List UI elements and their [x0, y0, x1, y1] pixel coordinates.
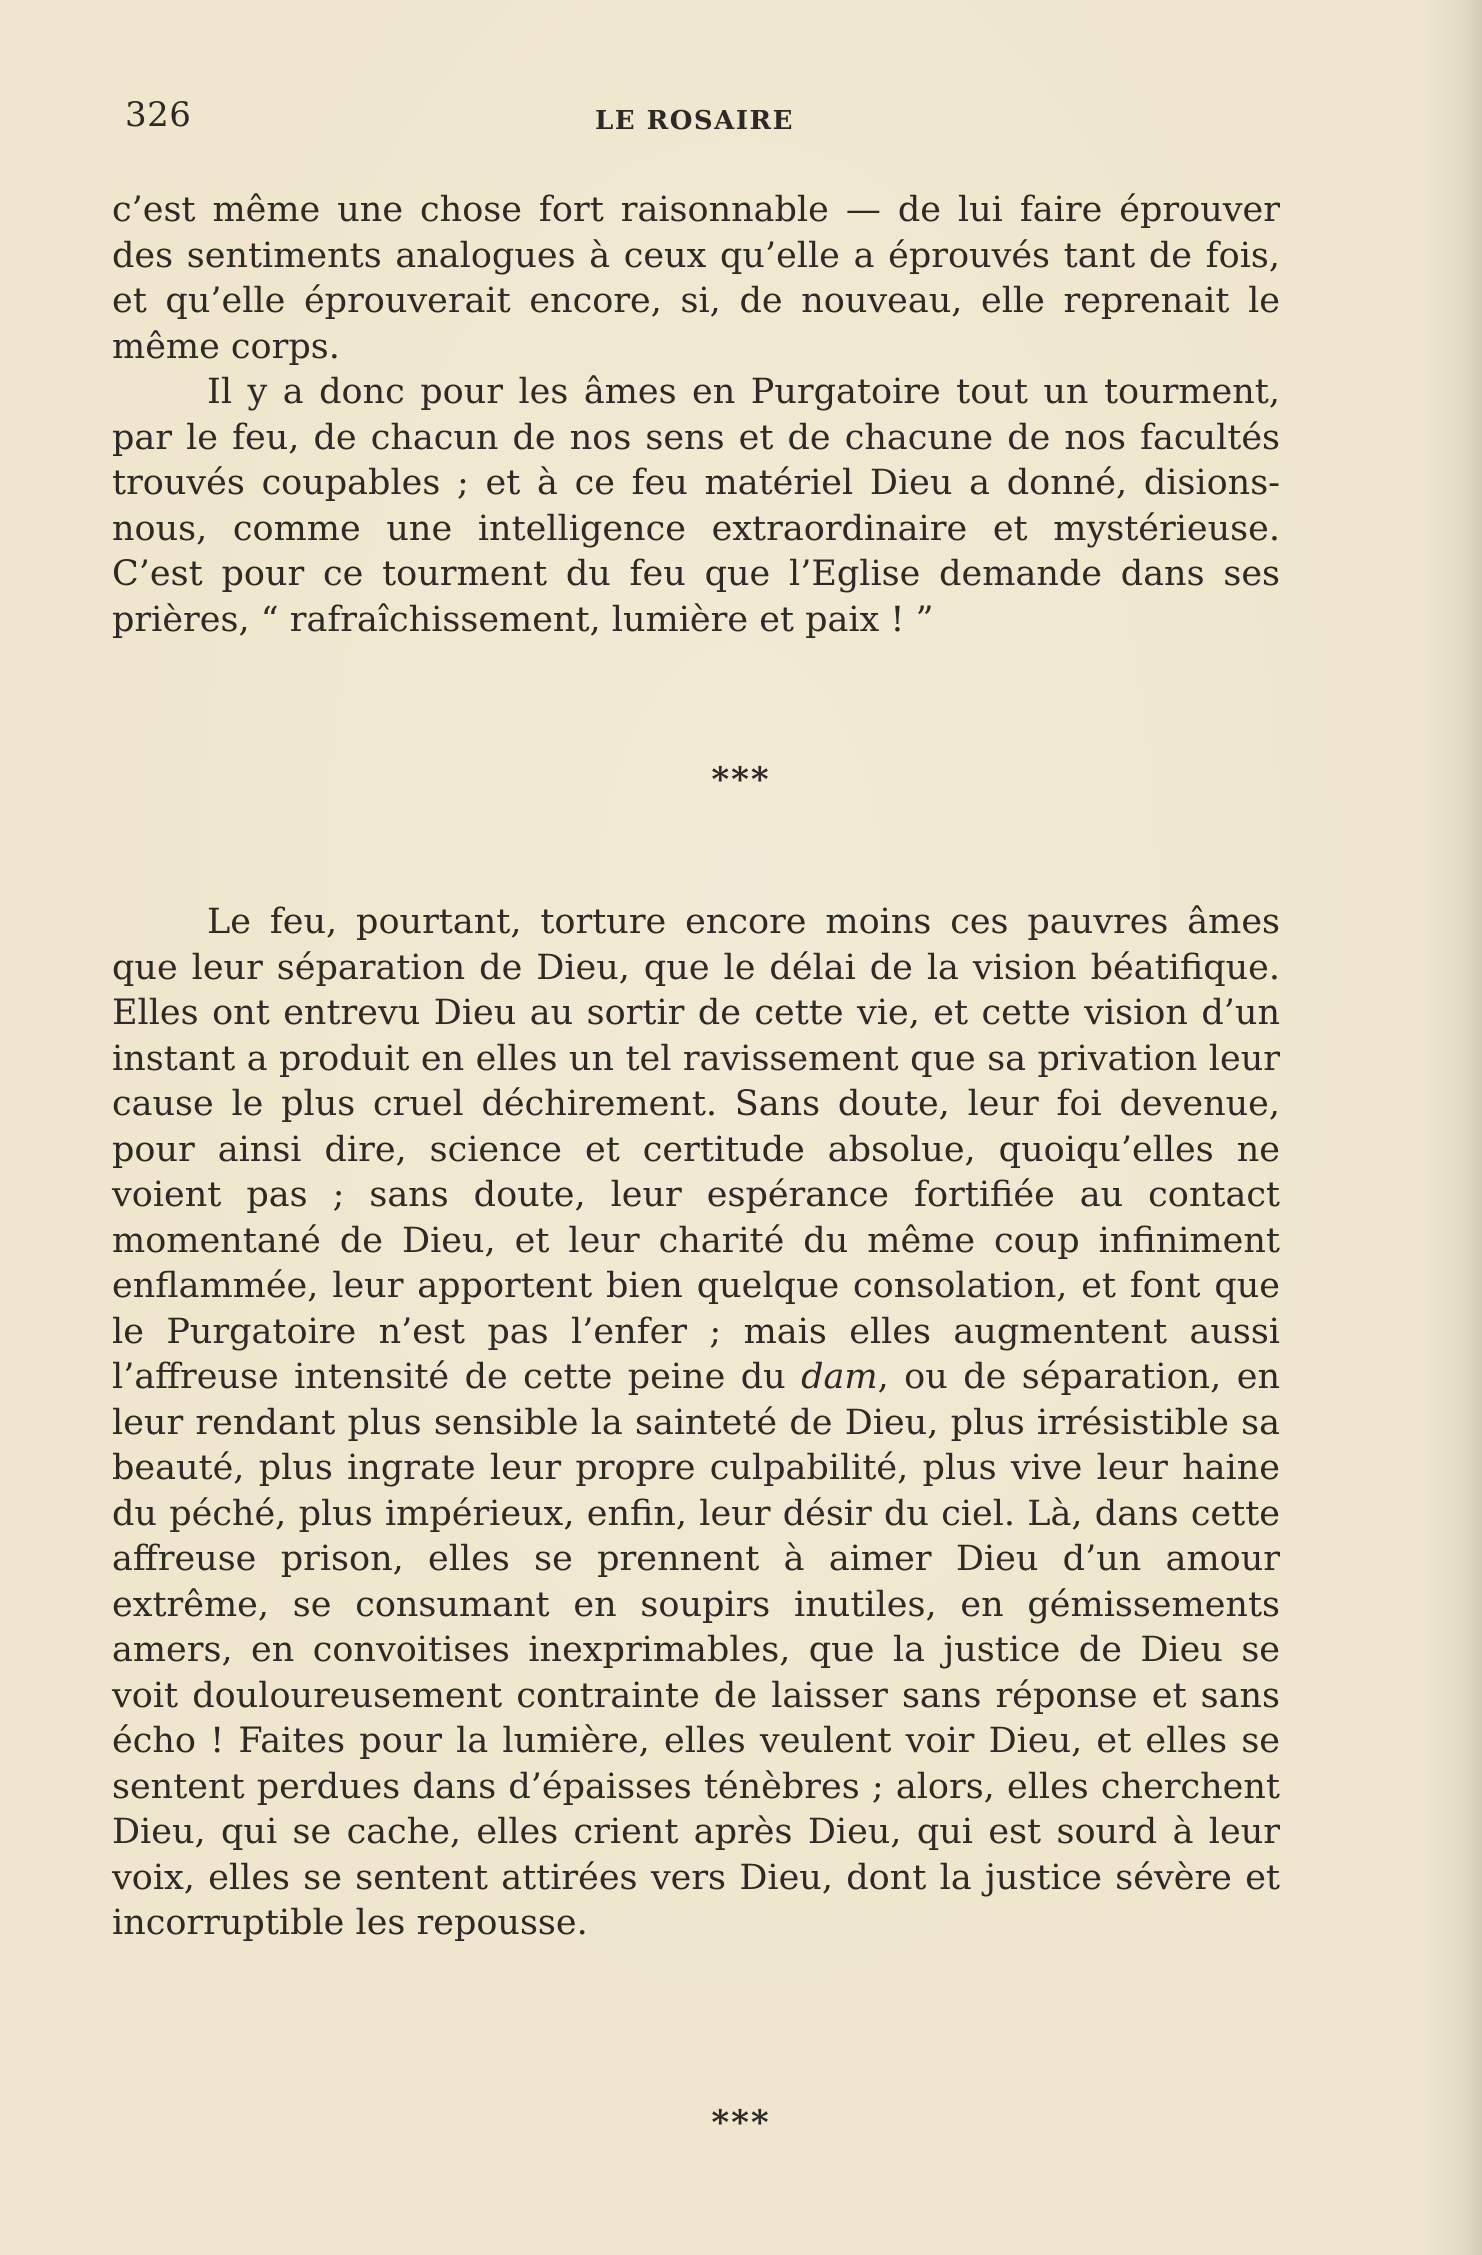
paragraph-text-after-emphasis: , ou de séparation, en leur rendant plus sensible la sainteté de Dieu, plus irrésistible sa beauté, plus ingrate leur propre culpabilité, plus vive leur haine du péché, plus impérieux, enfin, leur désir du ciel. Là, dans cette affreuse prison, elles se prennent à aimer Dieu d’un amour extrême, se consumant en soupirs inutiles, en gémissements amers, en convoitises inexprimables, que la justice de Dieu se voit douloureusement contrainte de laisser sans réponse et sans écho ! Faites pour la lumière, elles veulent voir Dieu, et elles se sentent perdues dans d’épaisses ténèbres ; alors, elles cherchent Dieu, qui se cache, elles crient après Dieu, qui est sourd à leur voix, elles se sentent attirées vers Dieu, dont la justice sévère et incorruptible les repousse. [112, 1357, 1280, 1943]
section-separator-bottom: *** [711, 2103, 771, 2143]
paragraph-text-before-emphasis: Le feu, pourtant, torture encore moins ces pauvres âmes que leur séparation de Dieu, que le délai de la vision béatifique. Elles ont entrevu Dieu au sortir de cette vie, et cette vision d’un instant a produit en elles un tel ravissement que sa privation leur cause le plus cruel déchirement. Sans doute, leur foi devenue, pour ainsi dire, science et certitude absolue, quoiqu’elles ne voient pas ; sans doute, leur espérance fortifiée au contact momentané de Dieu, et leur charité du même coup infiniment enflammée, leur apportent bien quelque consolation, et font que le Purgatoire n’est pas l’enfer ; mais elles augmentent aussi l’affreuse intensité de cette peine du [112, 902, 1280, 1397]
running-head [0, 95, 1482, 145]
emphasized-word: dam [801, 1357, 878, 1397]
paragraph-separation-from-god [112, 900, 1280, 1947]
text-section-2 [112, 900, 1280, 1947]
page-number: 326 [125, 95, 192, 135]
page-edge [1466, 0, 1482, 2255]
text-section-1 [112, 188, 1280, 643]
running-title: LE ROSAIRE [595, 106, 794, 136]
paragraph-continuation: c’est même une chose fort raisonnable — de lui faire éprouver des sentiments analogues à ceux qu’elle a éprouvés tant de fois, et qu’elle éprouverait encore, si, de nouveau, elle reprenait le même corps. [112, 190, 1280, 367]
paragraph-purgatory-fire: Il y a donc pour les âmes en Purgatoire tout un tourment, par le feu, de chacun de nos sens et de chacune de nos facultés trouvés coupables ; et à ce feu matériel Dieu a donné, disions-nous, comme une intelligence extraordinaire et mystérieuse. C’est pour ce tourment du feu que l’Eglise demande dans ses prières, “ rafraîchissement, lumière et paix ! ” [112, 372, 1280, 640]
section-separator: *** [711, 760, 771, 800]
